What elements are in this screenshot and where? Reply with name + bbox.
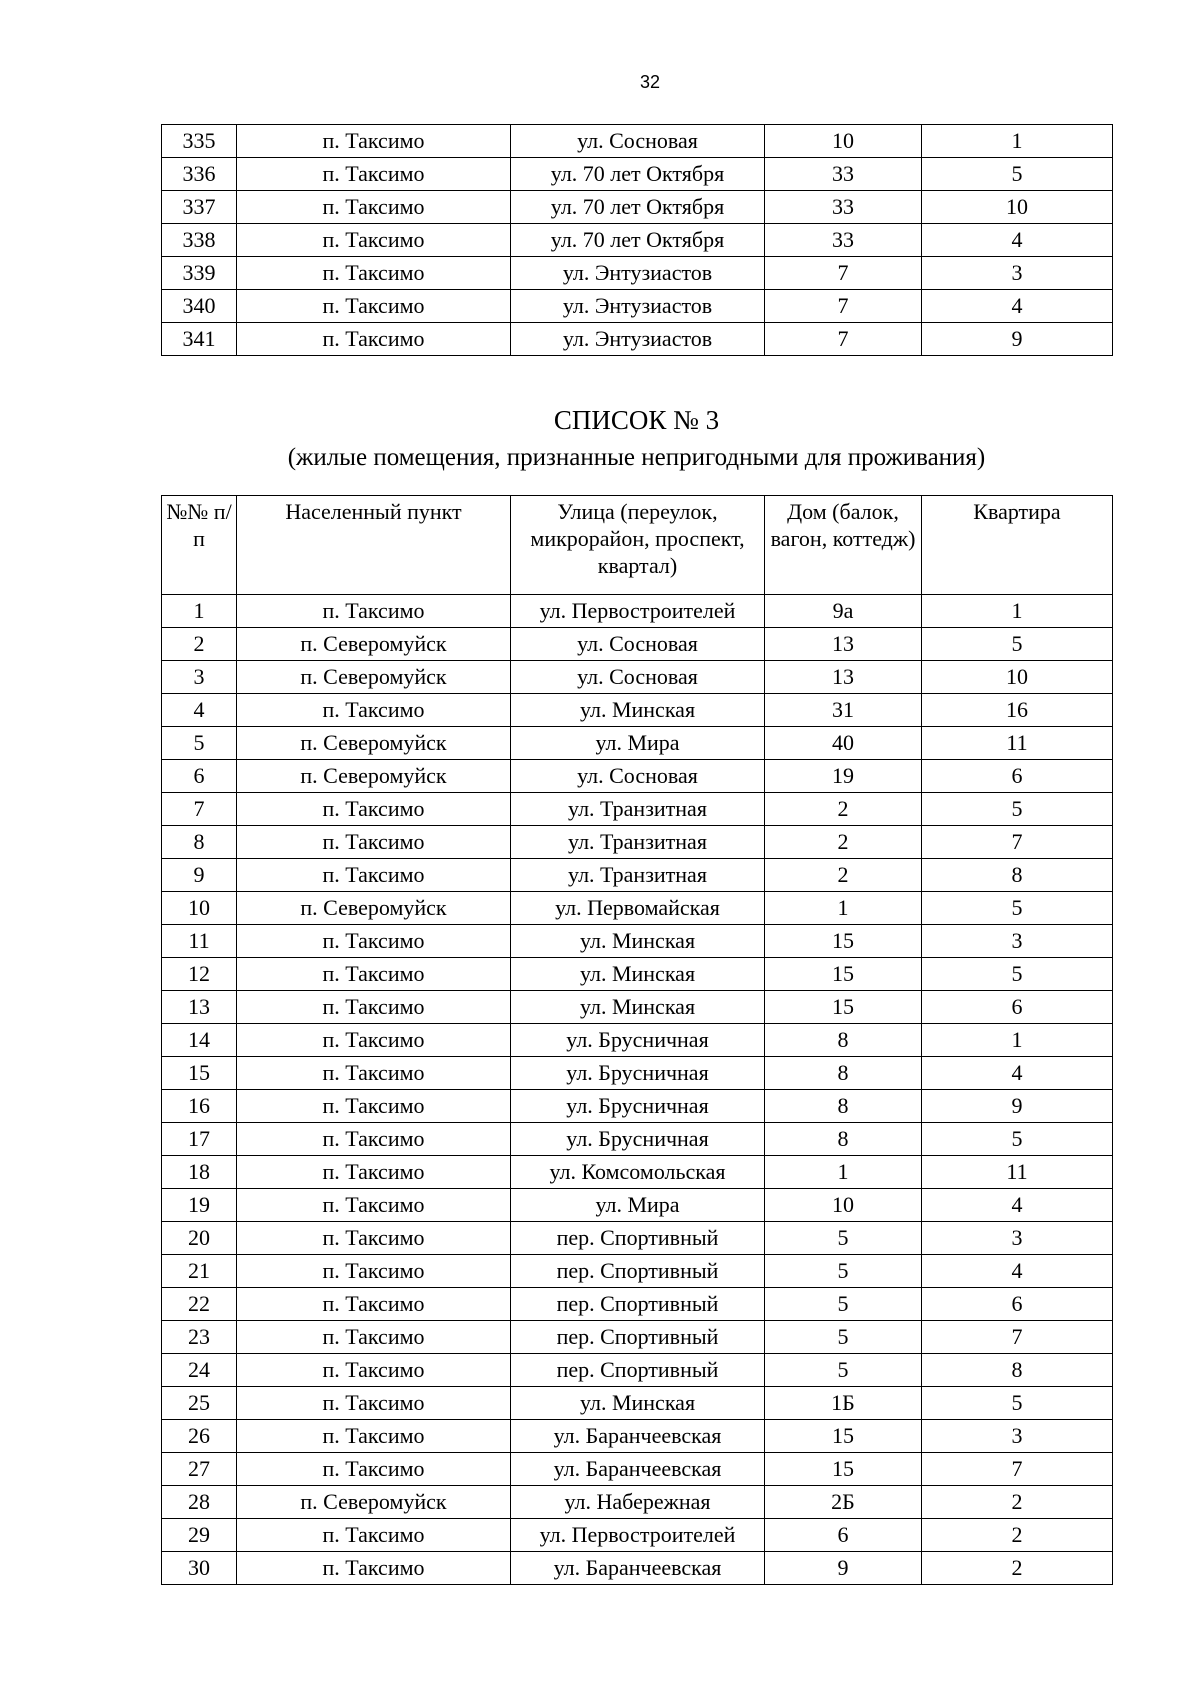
cell-apartment: 4 — [922, 1057, 1113, 1090]
cell-apartment: 1 — [922, 1024, 1113, 1057]
table-row — [162, 1420, 1113, 1453]
cell-street: ул. Брусничная — [511, 1024, 765, 1057]
list-subtitle: (жилые помещения, признанные непригодными для проживания) — [287, 444, 986, 471]
cell-number: 10 — [162, 892, 237, 925]
cell-street: ул. Баранчеевская — [511, 1453, 765, 1486]
cell-number: 16 — [162, 1090, 237, 1123]
cell-apartment: 2 — [922, 1519, 1113, 1552]
cell-apartment: 5 — [922, 628, 1113, 661]
cell-number: 24 — [162, 1354, 237, 1387]
list-3-body — [162, 595, 1113, 1585]
cell-house: 31 — [765, 694, 922, 727]
cell-house: 33 — [765, 191, 922, 224]
cell-street: ул. Мира — [511, 1189, 765, 1222]
table-row — [162, 1321, 1113, 1354]
cell-locality: п. Таксимо — [237, 793, 511, 826]
cell-street: ул. Сосновая — [511, 125, 765, 158]
cell-street: ул. Баранчеевская — [511, 1420, 765, 1453]
cell-number: 5 — [162, 727, 237, 760]
cell-house: 9а — [765, 595, 922, 628]
cell-house: 2 — [765, 826, 922, 859]
cell-number: 12 — [162, 958, 237, 991]
cell-number: 29 — [162, 1519, 237, 1552]
cell-house: 8 — [765, 1057, 922, 1090]
cell-street: ул. Энтузиастов — [511, 290, 765, 323]
cell-number: 26 — [162, 1420, 237, 1453]
cell-house: 8 — [765, 1090, 922, 1123]
column-header-street: Улица (переулок, микрорайон, проспект, квартал) — [511, 496, 765, 595]
cell-locality: п. Таксимо — [237, 224, 511, 257]
cell-street: ул. Сосновая — [511, 628, 765, 661]
cell-apartment: 3 — [922, 1420, 1113, 1453]
table-row — [162, 1519, 1113, 1552]
cell-house: 8 — [765, 1024, 922, 1057]
table-row — [162, 290, 1113, 323]
cell-apartment: 5 — [922, 1387, 1113, 1420]
cell-apartment: 1 — [922, 125, 1113, 158]
cell-house: 5 — [765, 1354, 922, 1387]
cell-locality: п. Таксимо — [237, 191, 511, 224]
cell-street: ул. Минская — [511, 1387, 765, 1420]
table-row — [162, 224, 1113, 257]
cell-street: пер. Спортивный — [511, 1354, 765, 1387]
column-header-apartment: Квартира — [922, 496, 1113, 595]
cell-street: ул. Сосновая — [511, 760, 765, 793]
cell-apartment: 11 — [922, 727, 1113, 760]
table-row — [162, 1057, 1113, 1090]
cell-street: ул. Первомайская — [511, 892, 765, 925]
cell-locality: п. Таксимо — [237, 290, 511, 323]
cell-number: 3 — [162, 661, 237, 694]
cell-house: 40 — [765, 727, 922, 760]
cell-locality: п. Таксимо — [237, 1255, 511, 1288]
cell-apartment: 7 — [922, 826, 1113, 859]
cell-house: 1Б — [765, 1387, 922, 1420]
cell-house: 15 — [765, 958, 922, 991]
cell-street: пер. Спортивный — [511, 1222, 765, 1255]
table-row — [162, 1288, 1113, 1321]
cell-number: 4 — [162, 694, 237, 727]
cell-number: 23 — [162, 1321, 237, 1354]
cell-number: 18 — [162, 1156, 237, 1189]
cell-apartment: 11 — [922, 1156, 1113, 1189]
cell-locality: п. Северомуйск — [237, 892, 511, 925]
cell-number: 337 — [162, 191, 237, 224]
table-row — [162, 1387, 1113, 1420]
cell-house: 7 — [765, 323, 922, 356]
previous-list-body — [162, 125, 1113, 356]
cell-apartment: 5 — [922, 892, 1113, 925]
cell-locality: п. Таксимо — [237, 1189, 511, 1222]
table-row — [162, 1123, 1113, 1156]
cell-number: 1 — [162, 595, 237, 628]
cell-street: ул. Комсомольская — [511, 1156, 765, 1189]
cell-street: пер. Спортивный — [511, 1255, 765, 1288]
cell-street: ул. Энтузиастов — [511, 323, 765, 356]
cell-number: 13 — [162, 991, 237, 1024]
cell-street: пер. Спортивный — [511, 1321, 765, 1354]
cell-house: 6 — [765, 1519, 922, 1552]
cell-locality: п. Таксимо — [237, 1387, 511, 1420]
cell-locality: п. Таксимо — [237, 694, 511, 727]
list-3-table — [161, 495, 1113, 1585]
cell-apartment: 2 — [922, 1486, 1113, 1519]
cell-locality: п. Таксимо — [237, 1090, 511, 1123]
cell-street: ул. Мира — [511, 727, 765, 760]
cell-house: 1 — [765, 892, 922, 925]
cell-street: ул. Транзитная — [511, 793, 765, 826]
table-row — [162, 892, 1113, 925]
cell-apartment: 2 — [922, 1552, 1113, 1585]
table-row — [162, 1189, 1113, 1222]
cell-apartment: 1 — [922, 595, 1113, 628]
cell-locality: п. Таксимо — [237, 595, 511, 628]
cell-house: 2 — [765, 793, 922, 826]
cell-locality: п. Северомуйск — [237, 628, 511, 661]
cell-locality: п. Таксимо — [237, 925, 511, 958]
table-row — [162, 1354, 1113, 1387]
cell-apartment: 9 — [922, 1090, 1113, 1123]
cell-locality: п. Таксимо — [237, 257, 511, 290]
cell-house: 8 — [765, 1123, 922, 1156]
table-row — [162, 1222, 1113, 1255]
cell-number: 6 — [162, 760, 237, 793]
cell-house: 33 — [765, 224, 922, 257]
table-row — [162, 1024, 1113, 1057]
cell-locality: п. Таксимо — [237, 1354, 511, 1387]
table-row — [162, 158, 1113, 191]
cell-house: 7 — [765, 257, 922, 290]
table-row — [162, 1453, 1113, 1486]
cell-street: ул. Брусничная — [511, 1123, 765, 1156]
cell-house: 13 — [765, 661, 922, 694]
cell-house: 10 — [765, 125, 922, 158]
cell-number: 8 — [162, 826, 237, 859]
cell-apartment: 6 — [922, 991, 1113, 1024]
cell-locality: п. Таксимо — [237, 1123, 511, 1156]
cell-number: 19 — [162, 1189, 237, 1222]
table-row — [162, 1486, 1113, 1519]
column-header-number: №№ п/п — [162, 496, 237, 595]
cell-number: 7 — [162, 793, 237, 826]
cell-house: 5 — [765, 1288, 922, 1321]
cell-street: ул. Первостроителей — [511, 595, 765, 628]
table-row — [162, 694, 1113, 727]
cell-house: 9 — [765, 1552, 922, 1585]
cell-street: ул. Минская — [511, 991, 765, 1024]
cell-locality: п. Таксимо — [237, 1222, 511, 1255]
previous-list-table — [161, 124, 1113, 356]
cell-locality: п. Таксимо — [237, 826, 511, 859]
cell-locality: п. Северомуйск — [237, 1486, 511, 1519]
cell-house: 5 — [765, 1321, 922, 1354]
cell-house: 33 — [765, 158, 922, 191]
cell-locality: п. Северомуйск — [237, 760, 511, 793]
cell-street: ул. 70 лет Октября — [511, 158, 765, 191]
cell-apartment: 9 — [922, 323, 1113, 356]
table-row — [162, 760, 1113, 793]
table-row — [162, 191, 1113, 224]
cell-locality: п. Таксимо — [237, 1453, 511, 1486]
table-row — [162, 1156, 1113, 1189]
cell-locality: п. Таксимо — [237, 1552, 511, 1585]
table-row — [162, 125, 1113, 158]
page-number: 32 — [639, 72, 661, 92]
cell-street: ул. Баранчеевская — [511, 1552, 765, 1585]
table-row — [162, 1552, 1113, 1585]
cell-street: ул. Транзитная — [511, 859, 765, 892]
cell-locality: п. Таксимо — [237, 1288, 511, 1321]
cell-number: 336 — [162, 158, 237, 191]
cell-apartment: 3 — [922, 925, 1113, 958]
cell-number: 2 — [162, 628, 237, 661]
cell-street: ул. Брусничная — [511, 1057, 765, 1090]
cell-apartment: 10 — [922, 661, 1113, 694]
table-row — [162, 1255, 1113, 1288]
table-row — [162, 323, 1113, 356]
cell-street: ул. Набережная — [511, 1486, 765, 1519]
cell-house: 19 — [765, 760, 922, 793]
cell-street: ул. 70 лет Октября — [511, 191, 765, 224]
table-row — [162, 1090, 1113, 1123]
cell-number: 9 — [162, 859, 237, 892]
cell-apartment: 4 — [922, 1255, 1113, 1288]
cell-house: 10 — [765, 1189, 922, 1222]
cell-street: ул. Минская — [511, 958, 765, 991]
cell-apartment: 5 — [922, 958, 1113, 991]
cell-number: 22 — [162, 1288, 237, 1321]
cell-apartment: 7 — [922, 1321, 1113, 1354]
cell-number: 17 — [162, 1123, 237, 1156]
cell-number: 28 — [162, 1486, 237, 1519]
column-header-house: Дом (балок, вагон, коттедж) — [765, 496, 922, 595]
cell-number: 21 — [162, 1255, 237, 1288]
table-row — [162, 595, 1113, 628]
table-row — [162, 991, 1113, 1024]
cell-locality: п. Таксимо — [237, 991, 511, 1024]
cell-number: 25 — [162, 1387, 237, 1420]
cell-locality: п. Северомуйск — [237, 661, 511, 694]
cell-locality: п. Таксимо — [237, 1519, 511, 1552]
cell-locality: п. Таксимо — [237, 859, 511, 892]
cell-apartment: 6 — [922, 1288, 1113, 1321]
cell-number: 20 — [162, 1222, 237, 1255]
cell-locality: п. Таксимо — [237, 958, 511, 991]
cell-apartment: 5 — [922, 158, 1113, 191]
cell-number: 341 — [162, 323, 237, 356]
cell-apartment: 5 — [922, 1123, 1113, 1156]
cell-street: ул. Энтузиастов — [511, 257, 765, 290]
cell-house: 15 — [765, 1420, 922, 1453]
cell-street: ул. Сосновая — [511, 661, 765, 694]
cell-apartment: 8 — [922, 1354, 1113, 1387]
cell-house: 13 — [765, 628, 922, 661]
cell-house: 2Б — [765, 1486, 922, 1519]
cell-number: 338 — [162, 224, 237, 257]
cell-number: 27 — [162, 1453, 237, 1486]
cell-apartment: 5 — [922, 793, 1113, 826]
table-row — [162, 958, 1113, 991]
cell-house: 7 — [765, 290, 922, 323]
cell-apartment: 10 — [922, 191, 1113, 224]
cell-apartment: 4 — [922, 224, 1113, 257]
cell-locality: п. Таксимо — [237, 1156, 511, 1189]
list-title: СПИСОК № 3 — [553, 405, 720, 435]
cell-apartment: 16 — [922, 694, 1113, 727]
cell-street: пер. Спортивный — [511, 1288, 765, 1321]
cell-number: 335 — [162, 125, 237, 158]
table-row — [162, 925, 1113, 958]
cell-number: 340 — [162, 290, 237, 323]
cell-number: 14 — [162, 1024, 237, 1057]
cell-locality: п. Таксимо — [237, 1057, 511, 1090]
cell-locality: п. Северомуйск — [237, 727, 511, 760]
cell-apartment: 3 — [922, 257, 1113, 290]
table-row — [162, 826, 1113, 859]
table-header-row — [162, 496, 1113, 595]
cell-house: 15 — [765, 925, 922, 958]
cell-apartment: 4 — [922, 290, 1113, 323]
cell-street: ул. Первостроителей — [511, 1519, 765, 1552]
column-header-locality: Населенный пункт — [237, 496, 511, 595]
cell-locality: п. Таксимо — [237, 1420, 511, 1453]
table-row — [162, 628, 1113, 661]
cell-house: 1 — [765, 1156, 922, 1189]
cell-house: 2 — [765, 859, 922, 892]
cell-house: 15 — [765, 1453, 922, 1486]
cell-house: 5 — [765, 1255, 922, 1288]
cell-locality: п. Таксимо — [237, 158, 511, 191]
cell-apartment: 3 — [922, 1222, 1113, 1255]
cell-street: ул. Транзитная — [511, 826, 765, 859]
cell-apartment: 7 — [922, 1453, 1113, 1486]
table-row — [162, 257, 1113, 290]
cell-locality: п. Таксимо — [237, 323, 511, 356]
cell-number: 15 — [162, 1057, 237, 1090]
table-row — [162, 793, 1113, 826]
table-row — [162, 661, 1113, 694]
cell-locality: п. Таксимо — [237, 125, 511, 158]
cell-number: 11 — [162, 925, 237, 958]
cell-apartment: 4 — [922, 1189, 1113, 1222]
cell-street: ул. 70 лет Октября — [511, 224, 765, 257]
table-row — [162, 727, 1113, 760]
cell-apartment: 6 — [922, 760, 1113, 793]
cell-house: 5 — [765, 1222, 922, 1255]
cell-locality: п. Таксимо — [237, 1024, 511, 1057]
cell-street: ул. Минская — [511, 694, 765, 727]
cell-apartment: 8 — [922, 859, 1113, 892]
cell-number: 30 — [162, 1552, 237, 1585]
cell-number: 339 — [162, 257, 237, 290]
cell-street: ул. Брусничная — [511, 1090, 765, 1123]
cell-locality: п. Таксимо — [237, 1321, 511, 1354]
table-row — [162, 859, 1113, 892]
cell-street: ул. Минская — [511, 925, 765, 958]
cell-house: 15 — [765, 991, 922, 1024]
